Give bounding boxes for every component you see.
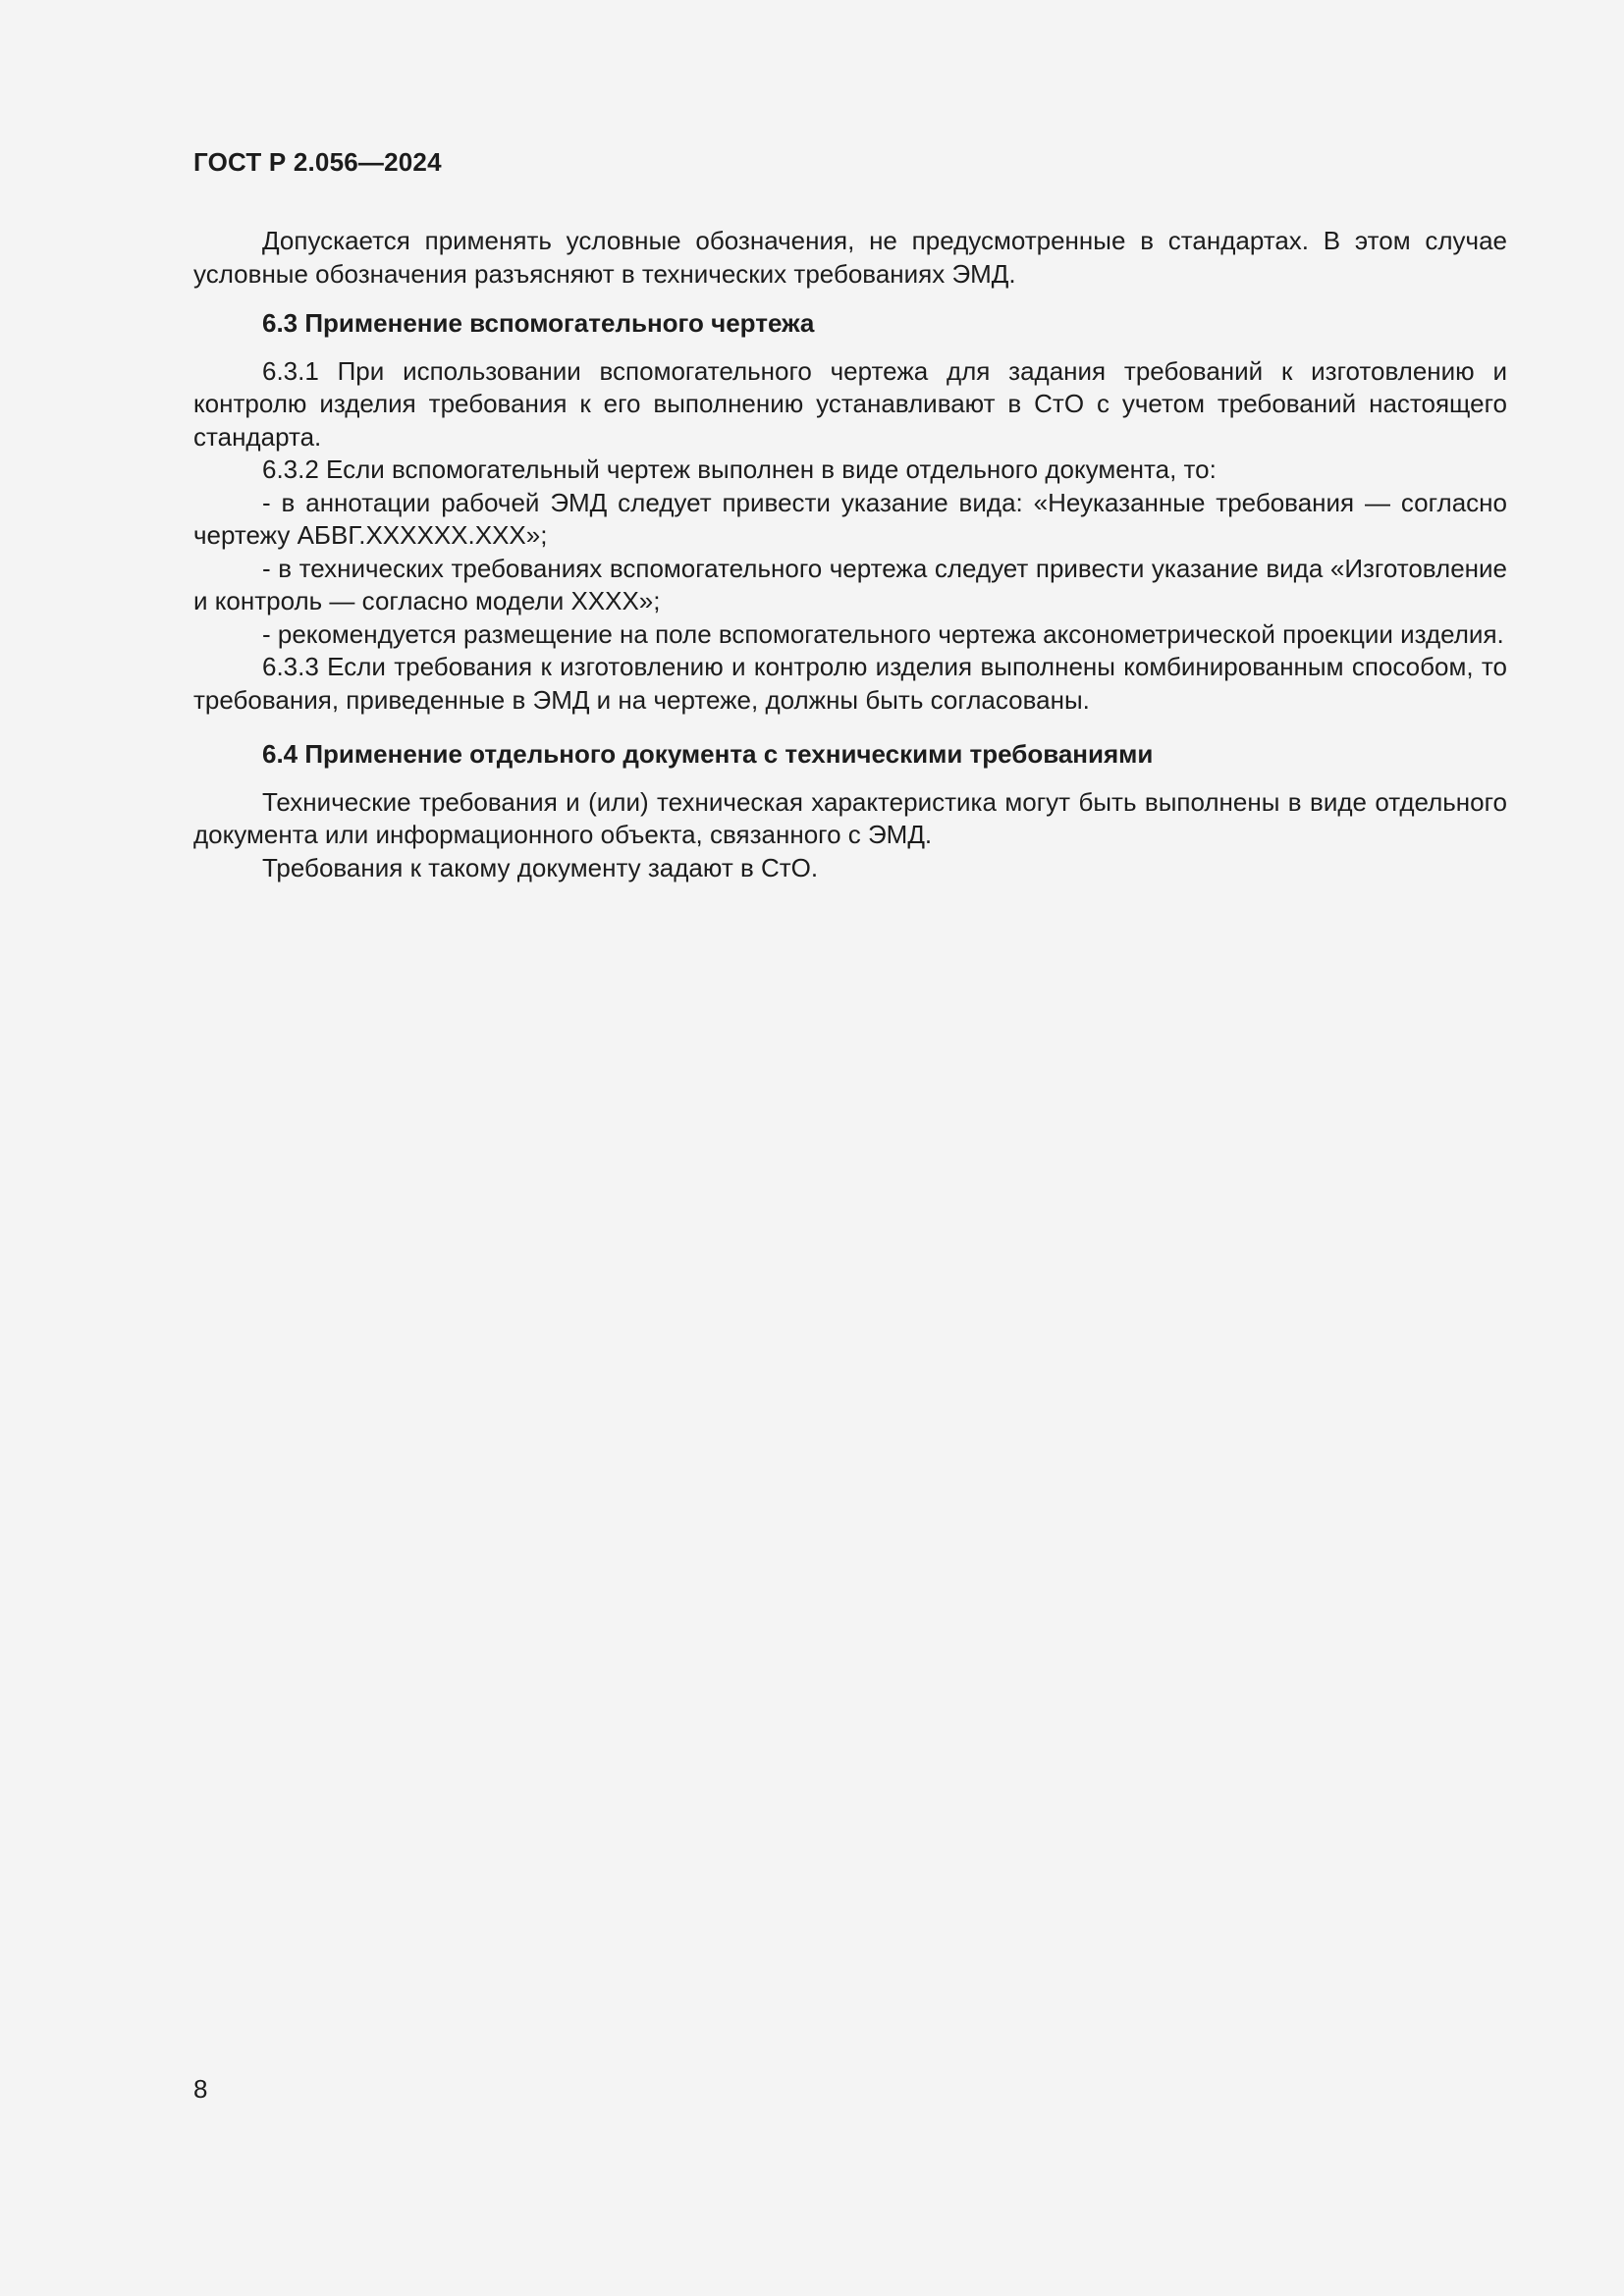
document-code-header: ГОСТ Р 2.056—2024 (193, 147, 442, 177)
intro-paragraph: Допускается применять условные обозначения, не предусмотренные в стандартах. В этом случае условные обозначения разъясняют в технических требованиях ЭМД. (193, 226, 1507, 289)
page-number: 8 (193, 2074, 208, 2104)
section-6-3-heading: 6.3 Применение вспомогательного чертежа (262, 308, 815, 338)
paragraph-6-3-3: 6.3.3 Если требования к изготовлению и контролю изделия выполнены комбинированным способом, то требования, приведенные в ЭМД и на чертеже, должны быть согласованы. (193, 652, 1507, 715)
list-item-technical-requirements: - в технических требованиях вспомогательного чертежа следует привести указание вида «Изготовление и контроль — согласно модели XXXX»; (193, 553, 1507, 615)
section-6-4-paragraph-2: Требования к такому документу задают в СтО. (262, 852, 819, 882)
list-item-axonometric-projection: - рекомендуется размещение на поле вспомогательного чертежа аксонометрической проекции изделия. (262, 618, 1504, 649)
paragraph-6-3-2: 6.3.2 Если вспомогательный чертеж выполнен в виде отдельного документа, то: (262, 454, 1217, 484)
document-body (193, 225, 1507, 884)
section-6-4-paragraph-1: Технические требования и (или) техническая характеристика могут быть выполнены в виде отдельного документа или информационного объекта, связанного с ЭМД. (193, 786, 1507, 849)
list-item-annotation: - в аннотации рабочей ЭМД следует привести указание вида: «Неуказанные требования — согласно чертежу АБВГ.XXXXXX.XXX»; (193, 487, 1507, 550)
section-6-4-heading: 6.4 Применение отдельного документа с техническими требованиями (262, 739, 1154, 769)
paragraph-6-3-1: 6.3.1 При использовании вспомогательного чертежа для задания требований к изготовлению и контролю изделия требования к его выполнению устанавливают в СтО с учетом требований настоящего стандарта. (193, 355, 1507, 452)
